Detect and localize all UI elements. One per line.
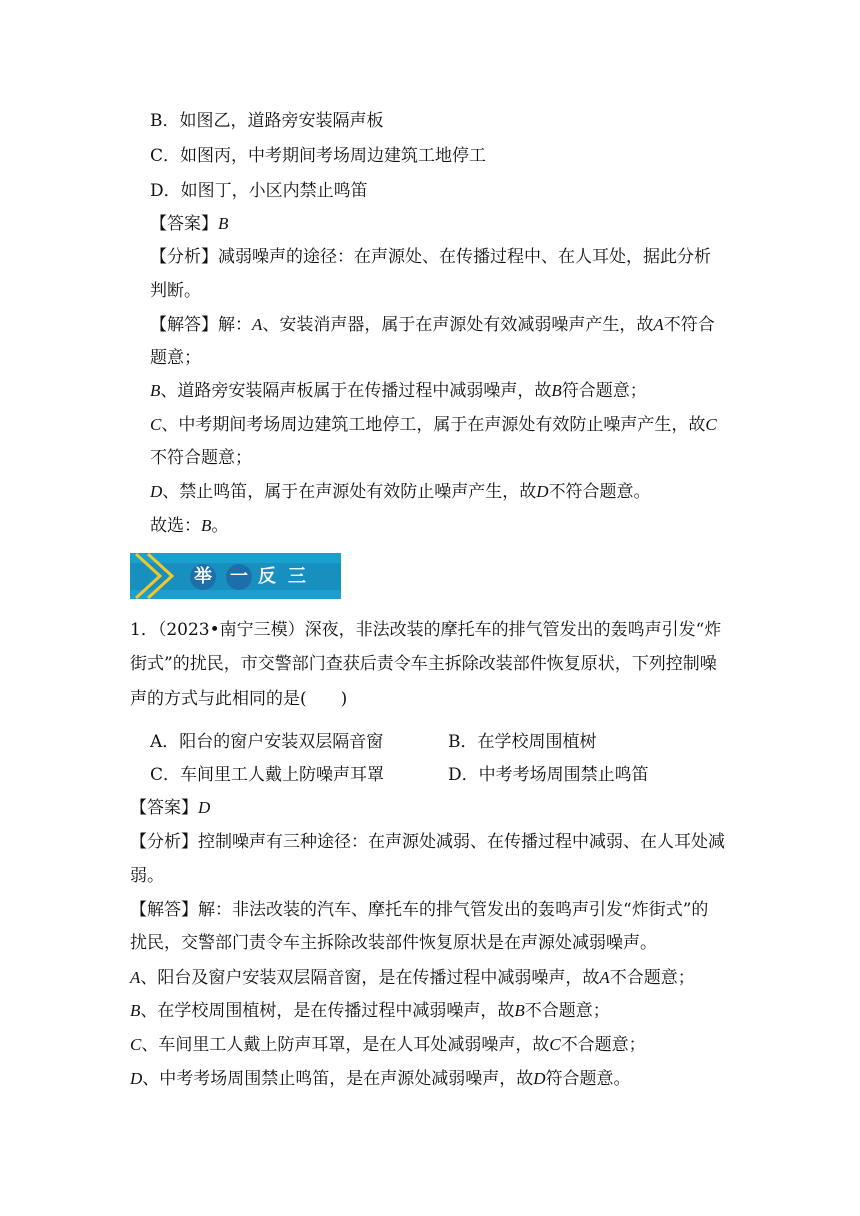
text: 、在学校周围植树，是在传播过程中减弱噪声，故 bbox=[140, 1001, 515, 1021]
q1-solution-line-3 bbox=[130, 967, 695, 989]
answer-value: B bbox=[218, 214, 229, 233]
banner-char-1: 举 bbox=[190, 564, 216, 590]
text: 故选： bbox=[150, 516, 201, 536]
text: 、中考考场周围禁止鸣笛，是在声源处减弱噪声，故 bbox=[142, 1069, 534, 1089]
answer-value: D bbox=[198, 798, 211, 817]
letter: D bbox=[130, 1069, 143, 1088]
option-b: B．如图乙，道路旁安装隔声板 bbox=[150, 111, 384, 131]
letter: C bbox=[150, 415, 162, 434]
solution-line-1 bbox=[150, 314, 715, 336]
q1-solution-line-2: 扰民，交警部门责令车主拆除改装部件恢复原状是在声源处减弱噪声。 bbox=[130, 933, 657, 953]
q1-stem-line-1: 1．（2023•南宁三模）深夜，非法改装的摩托车的排气管发出的轰鸣声引发“炸 bbox=[130, 620, 722, 640]
text: 不合题意； bbox=[524, 1001, 610, 1021]
letter: B bbox=[201, 516, 212, 535]
letter: C bbox=[705, 415, 717, 434]
q1-analysis-line-1: 【分析】控制噪声有三种途径：在声源处减弱、在传播过程中减弱、在人耳处减 bbox=[130, 832, 725, 852]
option-d: D．如图丁，小区内禁止鸣笛 bbox=[150, 181, 368, 201]
letter: B bbox=[551, 381, 562, 400]
answer-label: 【答案】 bbox=[150, 214, 218, 234]
text: 、禁止鸣笛，属于在声源处有效防止噪声产生，故 bbox=[162, 482, 537, 502]
text: 【解答】解： bbox=[150, 315, 252, 335]
text: 不符合题意。 bbox=[548, 482, 651, 502]
text: 不合题意； bbox=[609, 968, 695, 988]
text: 、车间里工人戴上防声耳罩，是在人耳处减弱噪声，故 bbox=[141, 1035, 550, 1055]
letter: C bbox=[130, 1035, 142, 1054]
banner-char-3: 反 bbox=[258, 566, 276, 587]
letter: B bbox=[130, 1001, 141, 1020]
solution-line-2: 题意； bbox=[150, 348, 201, 368]
text: 、安装消声器，属于在声源处有效减弱噪声产生，故 bbox=[262, 315, 654, 335]
q1-answer-line bbox=[130, 797, 210, 819]
letter: A bbox=[599, 968, 610, 987]
q1-option-c: C．车间里工人戴上防噪声耳罩 bbox=[150, 765, 385, 785]
banner-char-2: 一 bbox=[226, 564, 252, 590]
solution-line-4 bbox=[150, 414, 717, 436]
q1-stem-line-3: 声的方式与此相同的是( ) bbox=[130, 689, 348, 709]
letter: A bbox=[252, 315, 263, 334]
q1-stem-line-2: 街式”的扰民，市交警部门查获后责令车主拆除改装部件恢复原状，下列控制噪 bbox=[130, 654, 717, 674]
q1-option-b: B．在学校周围植树 bbox=[448, 732, 597, 752]
q1-solution-line-5 bbox=[130, 1034, 646, 1056]
text: 符合题意。 bbox=[545, 1069, 631, 1089]
q1-solution-line-4 bbox=[130, 1000, 610, 1022]
text: 。 bbox=[211, 516, 229, 536]
text: 不符合 bbox=[663, 315, 715, 335]
banner-char-4: 三 bbox=[288, 566, 306, 587]
letter: B bbox=[150, 381, 161, 400]
solution-line-3 bbox=[150, 380, 647, 402]
q1-solution-line-1: 【解答】解：非法改装的汽车、摩托车的排气管发出的轰鸣声引发“炸街式”的 bbox=[130, 900, 709, 920]
letter: D bbox=[536, 482, 549, 501]
letter: D bbox=[533, 1069, 546, 1088]
q1-option-d: D．中考考场周围禁止鸣笛 bbox=[448, 765, 649, 785]
q1-solution-line-6 bbox=[130, 1068, 631, 1090]
letter: D bbox=[150, 482, 163, 501]
answer-line bbox=[150, 213, 228, 235]
answer-label: 【答案】 bbox=[130, 798, 198, 818]
choice-line bbox=[150, 515, 228, 537]
q1-option-a: A．阳台的窗户安装双层隔音窗 bbox=[150, 732, 384, 752]
analysis-line-1: 【分析】减弱噪声的途径：在声源处、在传播过程中、在人耳处，据此分析 bbox=[150, 247, 711, 267]
analysis-line-2: 判断。 bbox=[150, 281, 201, 301]
solution-line-5: 不符合题意； bbox=[150, 448, 252, 468]
text: 、道路旁安装隔声板属于在传播过程中减弱噪声，故 bbox=[160, 381, 552, 401]
option-c: C．如图丙，中考期间考场周边建筑工地停工 bbox=[150, 146, 487, 166]
text: 符合题意； bbox=[561, 381, 647, 401]
text: 、阳台及窗户安装双层隔音窗，是在传播过程中减弱噪声，故 bbox=[140, 968, 600, 988]
text: 、中考期间考场周边建筑工地停工，属于在声源处有效防止噪声产生，故 bbox=[161, 415, 706, 435]
letter: A bbox=[653, 315, 664, 334]
q1-analysis-line-2: 弱。 bbox=[130, 866, 164, 886]
section-banner bbox=[130, 550, 341, 602]
letter: A bbox=[130, 968, 141, 987]
letter: B bbox=[514, 1001, 525, 1020]
solution-line-6 bbox=[150, 481, 651, 503]
letter: C bbox=[549, 1035, 561, 1054]
text: 不合题意； bbox=[560, 1035, 646, 1055]
